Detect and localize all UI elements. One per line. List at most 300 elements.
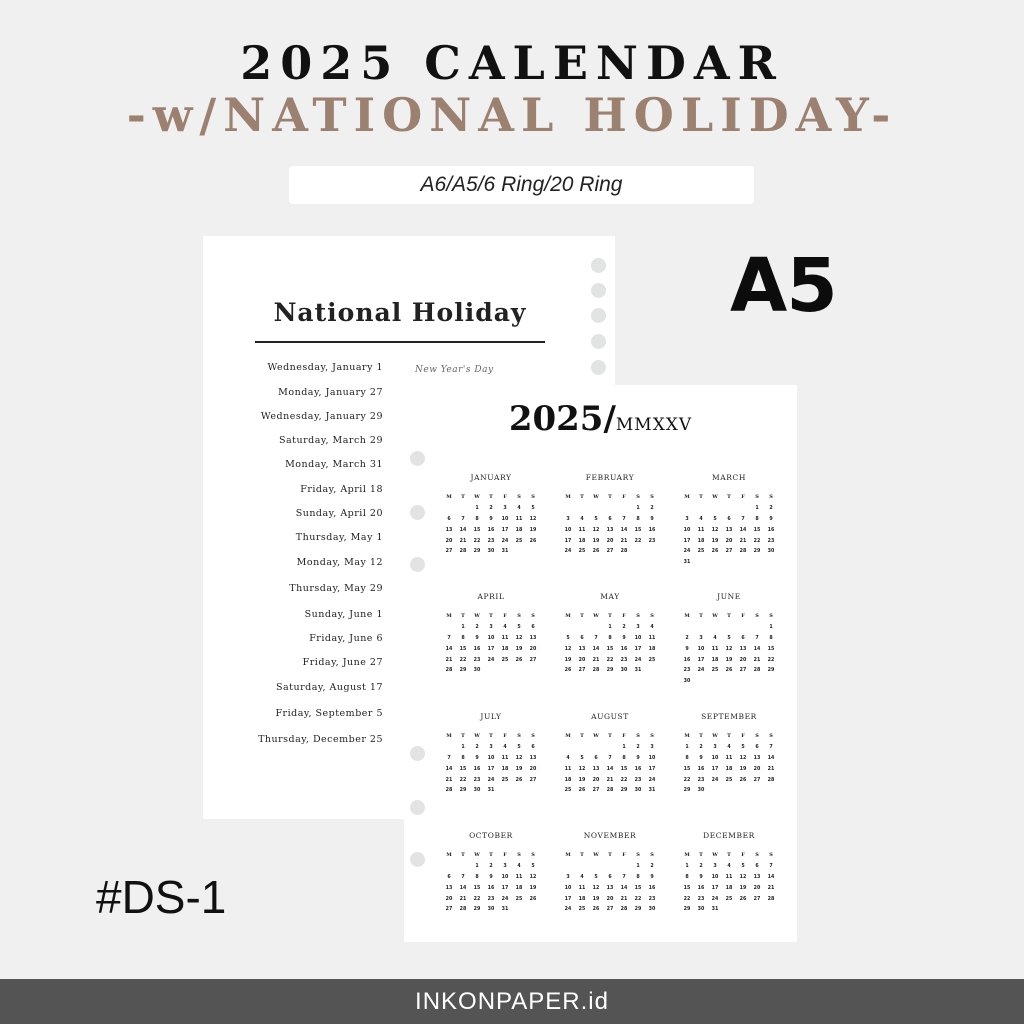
- weekday-header: W: [712, 852, 718, 858]
- day-cell: 4: [566, 755, 570, 761]
- day-cell: 29: [634, 907, 642, 913]
- day-cell: 23: [634, 777, 642, 783]
- month-june: [680, 592, 778, 686]
- weekday-header: S: [650, 494, 654, 500]
- weekday-header: F: [741, 852, 745, 858]
- day-cell: 26: [711, 549, 719, 555]
- day-grid: [561, 852, 659, 914]
- day-cell: 16: [648, 527, 656, 533]
- day-cell: 30: [697, 788, 705, 794]
- day-cell: 3: [650, 744, 654, 750]
- day-cell: 27: [578, 668, 586, 674]
- weekday-header: T: [489, 613, 493, 619]
- day-cell: 6: [531, 624, 535, 630]
- day-cell: 26: [564, 668, 572, 674]
- month-name: JULY: [480, 712, 502, 721]
- day-cell: 3: [713, 863, 717, 869]
- day-cell: 29: [473, 907, 481, 913]
- day-cell: 19: [592, 538, 600, 544]
- weekday-header: T: [699, 613, 703, 619]
- day-cell: 13: [606, 527, 614, 533]
- empty-cell: [442, 505, 456, 512]
- year-roman: MMXXV: [615, 415, 693, 435]
- day-cell: 31: [683, 560, 691, 566]
- day-cell: 6: [580, 635, 584, 641]
- day-cell: 1: [685, 863, 689, 869]
- day-cell: 23: [620, 657, 628, 663]
- day-cell: 2: [650, 863, 654, 869]
- day-cell: 28: [592, 668, 600, 674]
- day-cell: 18: [515, 527, 523, 533]
- weekday-header: F: [503, 852, 507, 858]
- empty-cell: [617, 505, 631, 512]
- day-cell: 22: [753, 538, 761, 544]
- day-cell: 19: [739, 885, 747, 891]
- weekday-header: S: [517, 852, 521, 858]
- day-cell: 14: [445, 646, 453, 652]
- day-cell: 5: [594, 516, 598, 522]
- day-cell: 25: [725, 777, 733, 783]
- day-cell: 26: [529, 538, 537, 544]
- day-cell: 8: [475, 874, 479, 880]
- day-cell: 23: [487, 538, 495, 544]
- day-cell: 31: [487, 788, 495, 794]
- day-cell: 12: [592, 527, 600, 533]
- day-cell: 21: [620, 896, 628, 902]
- empty-cell: [561, 624, 575, 631]
- day-cell: 2: [636, 744, 640, 750]
- day-cell: 28: [606, 788, 614, 794]
- day-cell: 22: [473, 896, 481, 902]
- day-cell: 1: [685, 744, 689, 750]
- day-cell: 28: [445, 668, 453, 674]
- weekday-header: S: [755, 733, 759, 739]
- day-cell: 5: [713, 516, 717, 522]
- day-cell: 25: [501, 657, 509, 663]
- day-cell: 21: [767, 766, 775, 772]
- day-cell: 30: [487, 907, 495, 913]
- holiday-item: Thursday, May 1: [295, 532, 383, 543]
- day-cell: 9: [636, 755, 640, 761]
- day-cell: 7: [622, 874, 626, 880]
- day-cell: 19: [515, 646, 523, 652]
- day-cell: 29: [683, 907, 691, 913]
- holiday-item: Saturday, August 17: [275, 682, 383, 693]
- day-cell: 18: [578, 538, 586, 544]
- day-cell: 22: [620, 777, 628, 783]
- day-cell: 7: [447, 635, 451, 641]
- calendar-year-heading: [404, 399, 797, 439]
- day-cell: 17: [487, 766, 495, 772]
- day-cell: 30: [473, 788, 481, 794]
- day-cell: 10: [711, 874, 719, 880]
- weekday-header: T: [461, 613, 465, 619]
- title-line-2: -w/NATIONAL HOLIDAY-: [126, 88, 898, 142]
- weekday-header: W: [474, 613, 480, 619]
- day-cell: 29: [473, 549, 481, 555]
- formats-label: A6/A5/6 Ring/20 Ring: [289, 166, 754, 204]
- weekday-header: M: [565, 852, 571, 858]
- day-cell: 21: [445, 777, 453, 783]
- empty-cell: [589, 505, 603, 512]
- day-cell: 13: [445, 527, 453, 533]
- month-february: [561, 473, 659, 556]
- day-cell: 10: [564, 527, 572, 533]
- day-grid: [442, 613, 540, 675]
- day-cell: 9: [475, 635, 479, 641]
- day-cell: 12: [529, 516, 537, 522]
- day-cell: 14: [620, 885, 628, 891]
- day-cell: 10: [697, 646, 705, 652]
- month-name: NOVEMBER: [583, 831, 637, 840]
- day-cell: 25: [725, 896, 733, 902]
- day-cell: 1: [755, 505, 759, 511]
- day-cell: 16: [697, 766, 705, 772]
- day-cell: 17: [501, 527, 509, 533]
- day-cell: 19: [578, 777, 586, 783]
- weekday-header: T: [608, 613, 612, 619]
- weekday-header: T: [580, 494, 584, 500]
- holiday-item: Friday, September 5: [275, 708, 383, 719]
- day-grid: [561, 733, 659, 795]
- month-name: SEPTEMBER: [701, 712, 757, 721]
- day-cell: 28: [620, 549, 628, 555]
- day-cell: 1: [475, 863, 479, 869]
- day-cell: 24: [564, 549, 572, 555]
- day-cell: 10: [683, 527, 691, 533]
- holiday-item: Monday, May 12: [296, 557, 383, 568]
- day-cell: 4: [727, 863, 731, 869]
- month-august: [561, 712, 659, 795]
- day-cell: 6: [608, 516, 612, 522]
- day-cell: 18: [564, 777, 572, 783]
- weekday-header: S: [517, 613, 521, 619]
- holiday-item: Monday, March 31: [285, 459, 383, 470]
- day-cell: 6: [741, 635, 745, 641]
- day-cell: 30: [767, 549, 775, 555]
- day-cell: 25: [501, 777, 509, 783]
- day-cell: 15: [634, 885, 642, 891]
- day-cell: 7: [769, 744, 773, 750]
- weekday-header: F: [503, 733, 507, 739]
- day-cell: 22: [767, 657, 775, 663]
- day-cell: 13: [592, 766, 600, 772]
- day-cell: 18: [725, 766, 733, 772]
- day-cell: 8: [636, 516, 640, 522]
- day-cell: 24: [711, 777, 719, 783]
- day-cell: 24: [711, 896, 719, 902]
- month-name: APRIL: [477, 592, 505, 601]
- day-cell: 21: [753, 657, 761, 663]
- weekday-header: M: [684, 733, 690, 739]
- day-cell: 3: [699, 635, 703, 641]
- day-cell: 11: [725, 874, 733, 880]
- day-cell: 20: [529, 766, 537, 772]
- weekday-header: F: [622, 733, 626, 739]
- day-cell: 27: [606, 907, 614, 913]
- day-cell: 6: [447, 516, 451, 522]
- day-cell: 16: [634, 766, 642, 772]
- month-july: [442, 712, 540, 795]
- day-cell: 12: [564, 646, 572, 652]
- day-cell: 1: [769, 624, 773, 630]
- day-cell: 9: [489, 516, 493, 522]
- empty-cell: [456, 505, 470, 512]
- day-cell: 11: [578, 527, 586, 533]
- weekday-header: S: [769, 613, 773, 619]
- day-cell: 26: [739, 896, 747, 902]
- empty-cell: [708, 624, 722, 631]
- weekday-header: T: [727, 494, 731, 500]
- day-cell: 8: [608, 635, 612, 641]
- weekday-header: W: [593, 613, 599, 619]
- empty-cell: [442, 863, 456, 870]
- weekday-header: S: [531, 494, 535, 500]
- weekday-header: S: [769, 852, 773, 858]
- day-cell: 13: [445, 885, 453, 891]
- day-cell: 15: [473, 885, 481, 891]
- empty-cell: [589, 744, 603, 751]
- day-cell: 16: [620, 646, 628, 652]
- day-cell: 14: [767, 874, 775, 880]
- day-cell: 1: [608, 624, 612, 630]
- day-cell: 8: [769, 635, 773, 641]
- day-cell: 9: [650, 516, 654, 522]
- day-cell: 2: [699, 863, 703, 869]
- day-cell: 27: [753, 896, 761, 902]
- empty-cell: [603, 744, 617, 751]
- day-cell: 16: [487, 527, 495, 533]
- day-cell: 15: [683, 885, 691, 891]
- day-cell: 17: [564, 538, 572, 544]
- day-cell: 17: [487, 646, 495, 652]
- title-line-1: 2025 CALENDAR: [240, 36, 784, 90]
- day-grid: [561, 613, 659, 675]
- ring-hole-icon: [591, 360, 606, 375]
- empty-cell: [617, 863, 631, 870]
- day-cell: 11: [697, 527, 705, 533]
- day-cell: 27: [445, 549, 453, 555]
- day-grid: [680, 613, 778, 686]
- weekday-header: S: [769, 733, 773, 739]
- weekday-header: M: [446, 733, 452, 739]
- weekday-header: T: [461, 733, 465, 739]
- day-cell: 19: [711, 538, 719, 544]
- day-cell: 16: [487, 885, 495, 891]
- day-cell: 18: [501, 766, 509, 772]
- weekday-header: T: [489, 852, 493, 858]
- day-cell: 22: [683, 896, 691, 902]
- day-cell: 28: [767, 896, 775, 902]
- day-cell: 25: [648, 657, 656, 663]
- month-name: MAY: [600, 592, 620, 601]
- day-cell: 11: [725, 755, 733, 761]
- day-cell: 21: [459, 538, 467, 544]
- day-cell: 3: [566, 516, 570, 522]
- day-cell: 3: [503, 863, 507, 869]
- day-cell: 28: [620, 907, 628, 913]
- day-cell: 5: [531, 863, 535, 869]
- day-cell: 18: [515, 885, 523, 891]
- day-cell: 23: [648, 896, 656, 902]
- day-cell: 2: [475, 624, 479, 630]
- day-cell: 18: [578, 896, 586, 902]
- holiday-item: Wednesday, January 1: [267, 362, 383, 373]
- day-cell: 18: [648, 646, 656, 652]
- day-cell: 16: [767, 527, 775, 533]
- day-cell: 15: [606, 646, 614, 652]
- month-name: JANUARY: [470, 473, 512, 482]
- holiday-item: Thursday, December 25: [258, 734, 383, 745]
- weekday-header: S: [517, 494, 521, 500]
- day-cell: 4: [580, 874, 584, 880]
- weekday-header: S: [755, 613, 759, 619]
- day-cell: 22: [634, 538, 642, 544]
- day-cell: 26: [739, 777, 747, 783]
- empty-cell: [680, 505, 694, 512]
- day-cell: 11: [501, 755, 509, 761]
- day-cell: 11: [578, 885, 586, 891]
- day-cell: 21: [606, 777, 614, 783]
- day-cell: 25: [515, 896, 523, 902]
- day-cell: 14: [445, 766, 453, 772]
- weekday-header: W: [712, 613, 718, 619]
- weekday-header: T: [699, 852, 703, 858]
- day-cell: 19: [529, 527, 537, 533]
- day-cell: 10: [501, 874, 509, 880]
- day-cell: 23: [487, 896, 495, 902]
- day-cell: 5: [517, 744, 521, 750]
- day-cell: 5: [566, 635, 570, 641]
- day-cell: 2: [650, 505, 654, 511]
- day-cell: 11: [501, 635, 509, 641]
- weekday-header: W: [593, 733, 599, 739]
- weekday-header: S: [531, 613, 535, 619]
- day-cell: 27: [445, 907, 453, 913]
- weekday-header: W: [474, 852, 480, 858]
- empty-cell: [589, 863, 603, 870]
- day-cell: 10: [564, 885, 572, 891]
- weekday-header: M: [565, 733, 571, 739]
- day-cell: 2: [699, 744, 703, 750]
- weekday-header: F: [503, 613, 507, 619]
- holiday-item: Friday, April 18: [300, 484, 383, 495]
- day-cell: 6: [755, 744, 759, 750]
- day-cell: 14: [753, 646, 761, 652]
- day-cell: 24: [501, 538, 509, 544]
- day-cell: 8: [685, 874, 689, 880]
- day-cell: 2: [475, 744, 479, 750]
- day-cell: 30: [620, 668, 628, 674]
- day-cell: 29: [606, 668, 614, 674]
- empty-cell: [575, 744, 589, 751]
- month-name: MARCH: [711, 473, 747, 482]
- day-cell: 30: [683, 679, 691, 685]
- day-cell: 8: [685, 755, 689, 761]
- weekday-header: M: [446, 613, 452, 619]
- day-cell: 30: [634, 788, 642, 794]
- weekday-header: M: [684, 613, 690, 619]
- day-cell: 7: [741, 516, 745, 522]
- day-cell: 14: [592, 646, 600, 652]
- calendar-page: [404, 385, 797, 942]
- day-cell: 15: [459, 646, 467, 652]
- day-cell: 16: [683, 657, 691, 663]
- day-cell: 2: [622, 624, 626, 630]
- day-cell: 5: [741, 863, 745, 869]
- day-cell: 28: [459, 549, 467, 555]
- day-cell: 22: [459, 657, 467, 663]
- weekday-header: S: [531, 733, 535, 739]
- day-cell: 15: [767, 646, 775, 652]
- weekday-header: S: [636, 613, 640, 619]
- weekday-header: S: [650, 733, 654, 739]
- day-cell: 17: [683, 538, 691, 544]
- day-cell: 4: [580, 516, 584, 522]
- product-code: #DS-1: [96, 871, 227, 923]
- day-cell: 29: [620, 788, 628, 794]
- day-cell: 9: [650, 874, 654, 880]
- day-cell: 7: [622, 516, 626, 522]
- day-cell: 13: [529, 755, 537, 761]
- day-cell: 29: [753, 549, 761, 555]
- day-cell: 30: [697, 907, 705, 913]
- weekday-header: S: [755, 494, 759, 500]
- day-cell: 4: [727, 744, 731, 750]
- day-cell: 24: [634, 657, 642, 663]
- empty-cell: [694, 624, 708, 631]
- day-cell: 6: [727, 516, 731, 522]
- day-cell: 14: [767, 755, 775, 761]
- day-cell: 13: [529, 635, 537, 641]
- day-cell: 20: [578, 657, 586, 663]
- holiday-item: Friday, June 27: [302, 657, 383, 668]
- day-cell: 24: [683, 549, 691, 555]
- day-cell: 22: [459, 777, 467, 783]
- day-cell: 30: [473, 668, 481, 674]
- day-cell: 3: [636, 624, 640, 630]
- weekday-header: T: [580, 733, 584, 739]
- day-cell: 21: [620, 538, 628, 544]
- day-cell: 25: [564, 788, 572, 794]
- holiday-page-title: National Holiday: [273, 298, 527, 327]
- day-cell: 3: [685, 516, 689, 522]
- day-cell: 12: [711, 527, 719, 533]
- year-number: 2025/: [508, 399, 616, 439]
- day-cell: 14: [459, 885, 467, 891]
- day-cell: 2: [489, 505, 493, 511]
- day-cell: 3: [489, 624, 493, 630]
- day-cell: 13: [739, 646, 747, 652]
- day-cell: 9: [769, 516, 773, 522]
- day-cell: 1: [461, 744, 465, 750]
- day-cell: 15: [683, 766, 691, 772]
- day-cell: 26: [578, 788, 586, 794]
- holiday-note: New Year's Day: [415, 365, 494, 375]
- day-cell: 5: [531, 505, 535, 511]
- day-cell: 9: [685, 646, 689, 652]
- day-cell: 9: [699, 755, 703, 761]
- day-cell: 15: [753, 527, 761, 533]
- day-cell: 22: [683, 777, 691, 783]
- month-name: JUNE: [717, 592, 741, 601]
- day-cell: 1: [622, 744, 626, 750]
- day-cell: 2: [489, 863, 493, 869]
- day-cell: 28: [739, 549, 747, 555]
- day-cell: 8: [622, 755, 626, 761]
- empty-cell: [736, 505, 750, 512]
- day-cell: 15: [620, 766, 628, 772]
